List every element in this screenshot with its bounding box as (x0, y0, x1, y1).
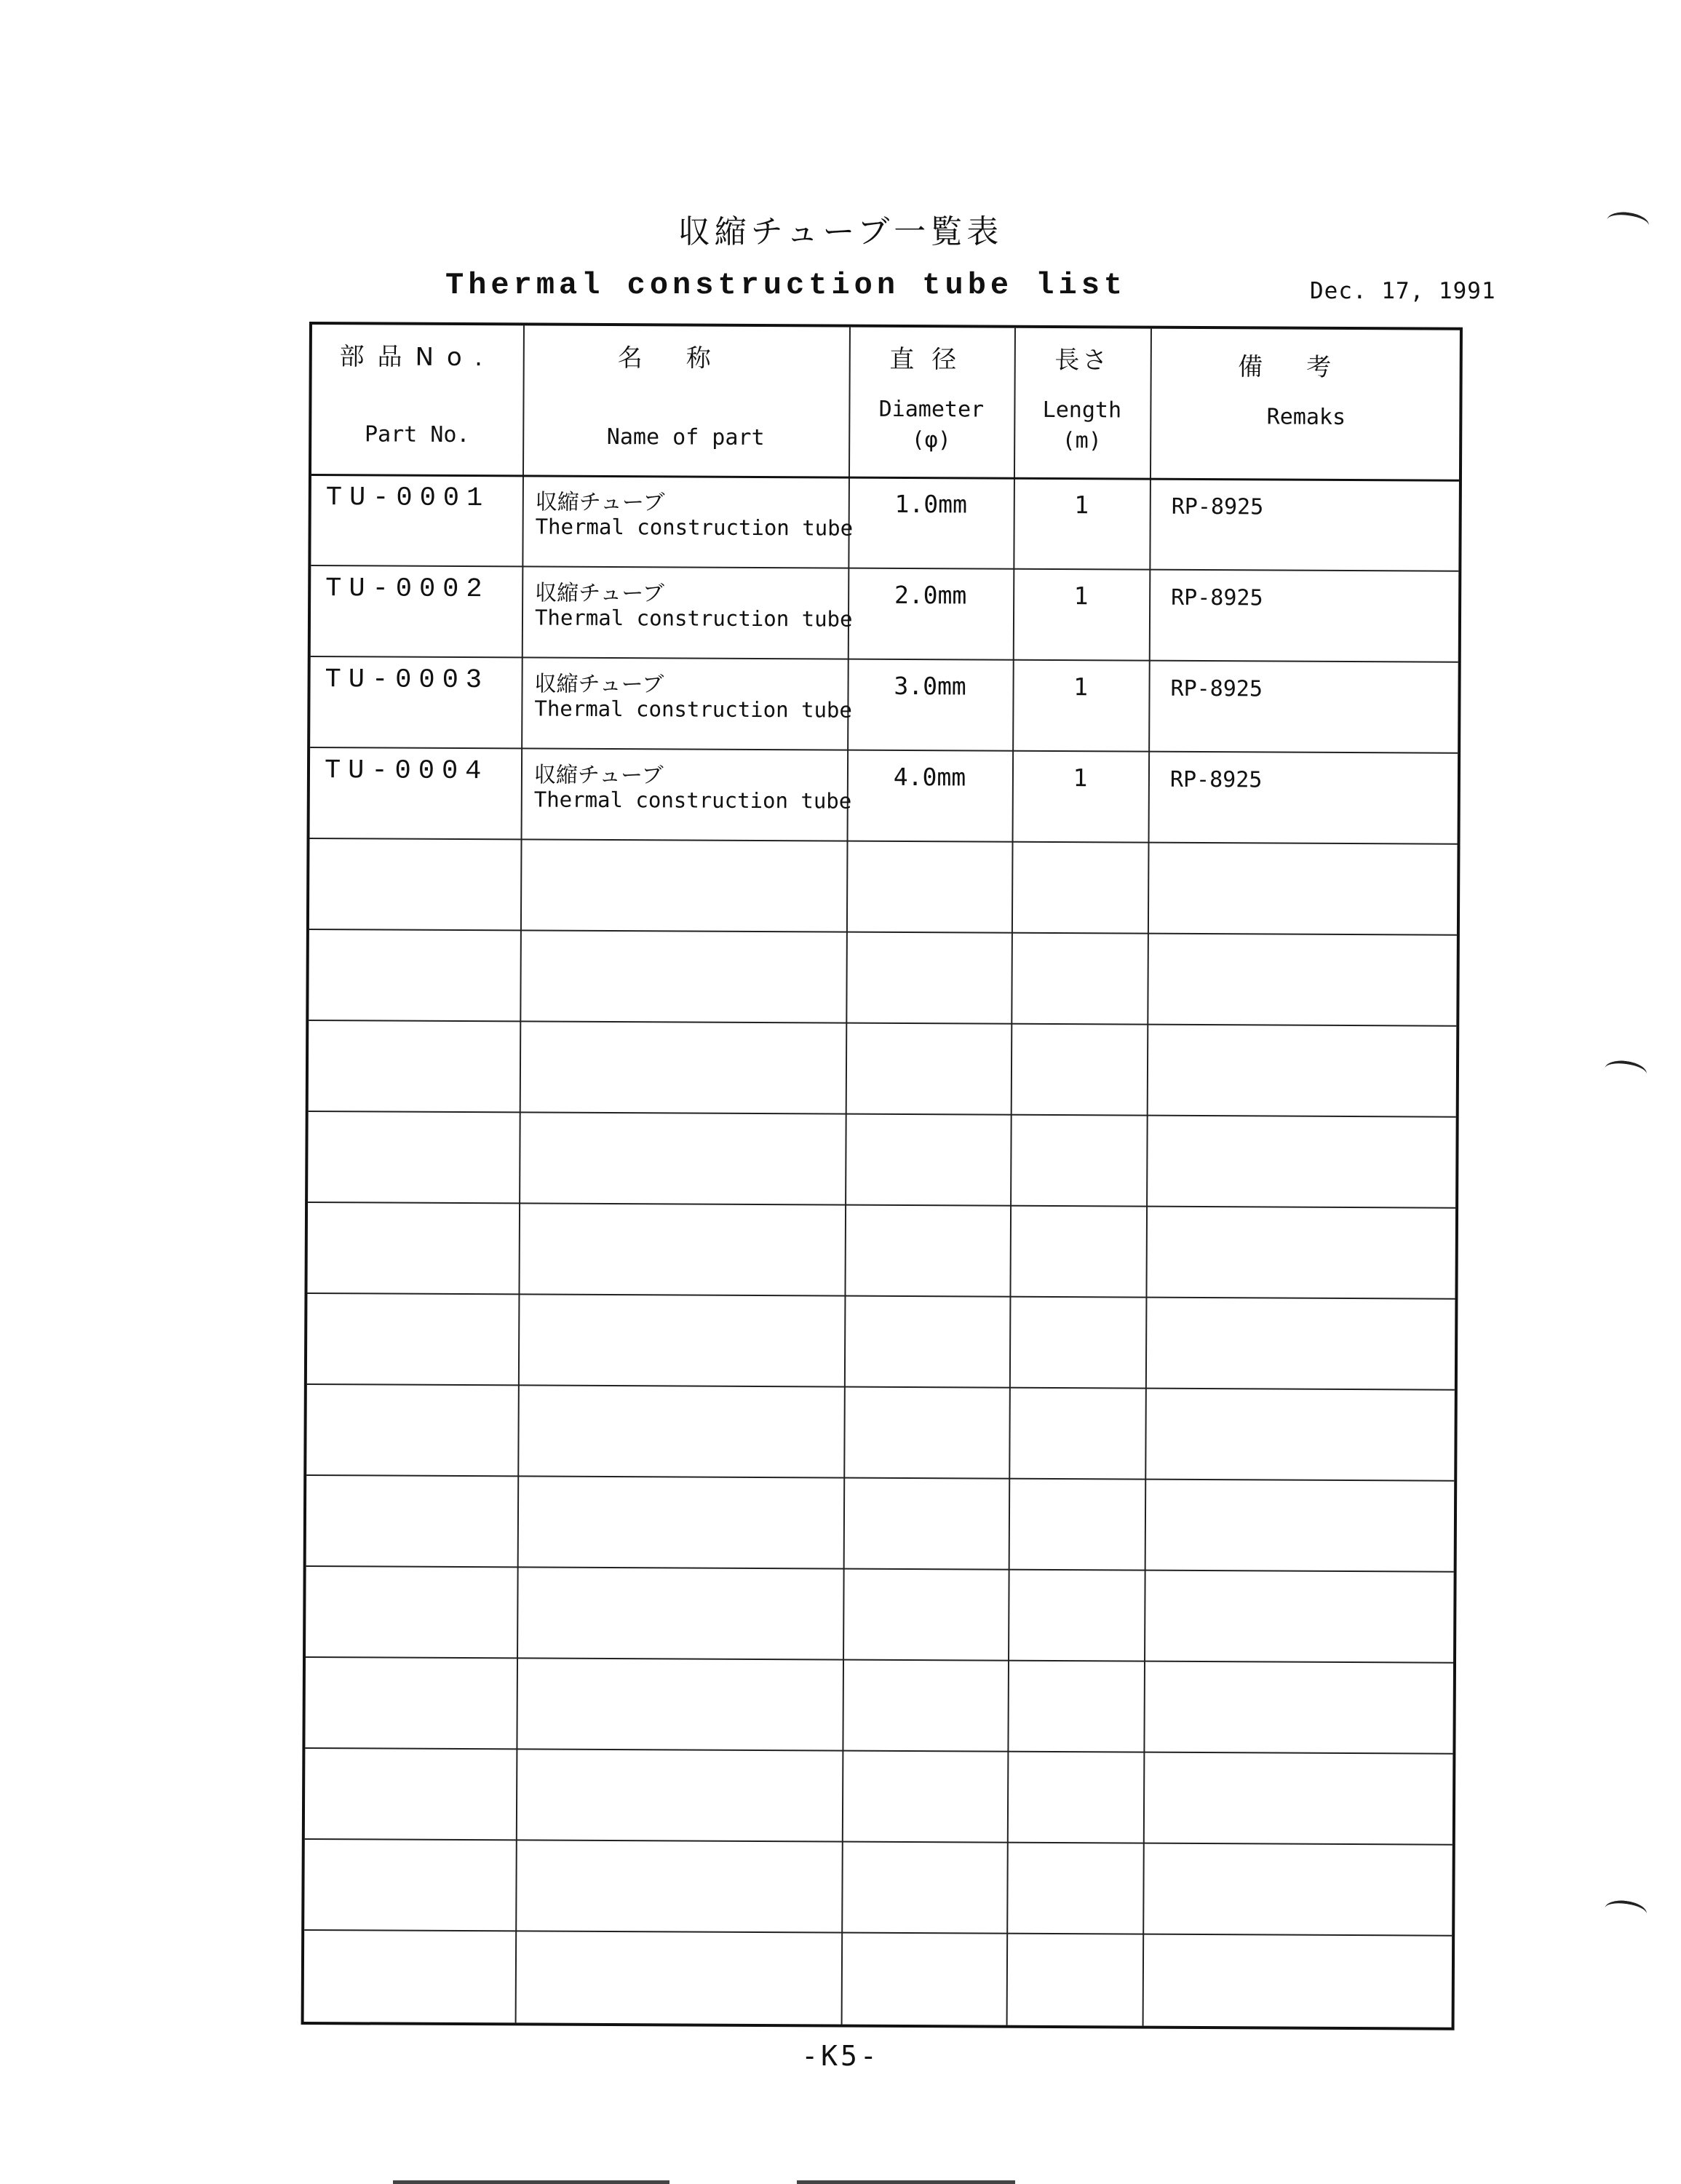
empty-table-row (304, 1929, 1455, 2026)
header-length-unit: (m) (1062, 428, 1102, 454)
cell-name (522, 565, 853, 658)
cell-remarks (1149, 569, 1462, 662)
diameter-value: 3.0mm (894, 671, 966, 701)
diameter-value: 4.0mm (893, 762, 966, 792)
page-number: -K5- (801, 2040, 880, 2072)
header-name-jp: 名称 (617, 344, 755, 373)
scan-edge-mark (393, 2180, 669, 2184)
binder-hole-mark (1603, 1898, 1648, 1924)
header-name (522, 325, 849, 476)
length-value: 1 (1074, 491, 1089, 520)
part-name-en: Thermal construction tube (534, 605, 853, 632)
header-remarks-en: Remaks (1266, 404, 1346, 430)
header-part-no (311, 325, 523, 474)
header-length-jp: 長さ (1054, 346, 1110, 376)
cell-part-no (311, 474, 522, 565)
part-number: TU-0003 (325, 664, 490, 696)
empty-table-row (306, 1565, 1457, 1662)
empty-table-row (305, 1656, 1456, 1753)
document-date: Dec. 17, 1991 (1310, 278, 1496, 304)
empty-table-row (309, 838, 1461, 934)
cell-remarks (1149, 478, 1462, 571)
header-part-no-en: Part No. (364, 421, 470, 448)
remarks-value: RP-8925 (1171, 493, 1264, 520)
cell-remarks (1148, 660, 1461, 753)
cell-name (521, 747, 852, 840)
cell-length (1013, 568, 1150, 660)
empty-table-row (306, 1383, 1458, 1480)
header-part-no-jp: 部品No. (339, 342, 496, 373)
header-remarks (1150, 329, 1463, 480)
length-value: 1 (1073, 763, 1088, 793)
part-name-jp: 収縮チューブ (533, 762, 664, 789)
parts-table (301, 322, 1463, 2030)
cell-part-no (310, 747, 522, 838)
table-row (310, 747, 1461, 843)
length-value: 1 (1073, 672, 1089, 702)
empty-table-row (304, 1838, 1455, 1935)
empty-table-row (308, 1111, 1459, 1207)
cell-name (521, 656, 852, 749)
header-diameter-unit: (φ) (911, 427, 951, 453)
empty-table-row (307, 1202, 1458, 1298)
diameter-value: 2.0mm (894, 580, 967, 610)
cell-part-no (311, 565, 522, 656)
table-row (310, 656, 1461, 753)
header-name-en: Name of part (606, 424, 765, 451)
cell-part-no (310, 656, 522, 747)
part-number: TU-0002 (325, 573, 490, 605)
empty-table-row (309, 929, 1460, 1025)
cell-remarks (1148, 751, 1461, 843)
empty-table-row (306, 1474, 1458, 1571)
header-length-en: Length (1042, 397, 1122, 424)
binder-hole-mark (1603, 1058, 1648, 1084)
header-remarks-jp: 備考 (1238, 352, 1375, 383)
cell-diameter (847, 750, 1013, 841)
scan-edge-mark (797, 2180, 1015, 2184)
remarks-value: RP-8925 (1169, 766, 1263, 793)
part-name-en: Thermal construction tube (533, 787, 852, 814)
header-length (1014, 328, 1151, 478)
empty-table-row (309, 1020, 1460, 1116)
diameter-value: 1.0mm (894, 489, 968, 519)
cell-diameter (847, 659, 1013, 750)
part-name-en: Thermal construction tube (534, 696, 852, 723)
remarks-value: RP-8925 (1170, 675, 1263, 702)
cell-diameter (848, 568, 1014, 659)
page-title-jp: 収縮チューブ一覧表 (677, 213, 1004, 250)
cell-length (1012, 750, 1149, 842)
empty-table-row (307, 1292, 1458, 1389)
remarks-value: RP-8925 (1171, 584, 1263, 611)
page-title-en: Thermal construction tube list (445, 268, 1127, 303)
cell-name (522, 474, 854, 567)
part-name-jp: 収縮チューブ (535, 489, 665, 516)
cell-diameter (848, 477, 1014, 568)
part-name-jp: 収縮チューブ (535, 580, 664, 607)
cell-length (1012, 659, 1149, 751)
part-name-en: Thermal construction tube (535, 514, 854, 541)
length-value: 1 (1073, 581, 1089, 611)
header-diameter (849, 327, 1014, 477)
table-row (311, 565, 1462, 662)
cell-length (1013, 477, 1150, 569)
empty-table-row (305, 1747, 1456, 1844)
header-diameter-jp: 直径 (889, 344, 974, 375)
table-row (311, 474, 1462, 571)
part-number: TU-0001 (325, 483, 490, 515)
part-name-jp: 収縮チューブ (534, 671, 664, 698)
header-diameter-en: Diameter (878, 396, 985, 423)
part-number: TU-0004 (324, 755, 489, 787)
